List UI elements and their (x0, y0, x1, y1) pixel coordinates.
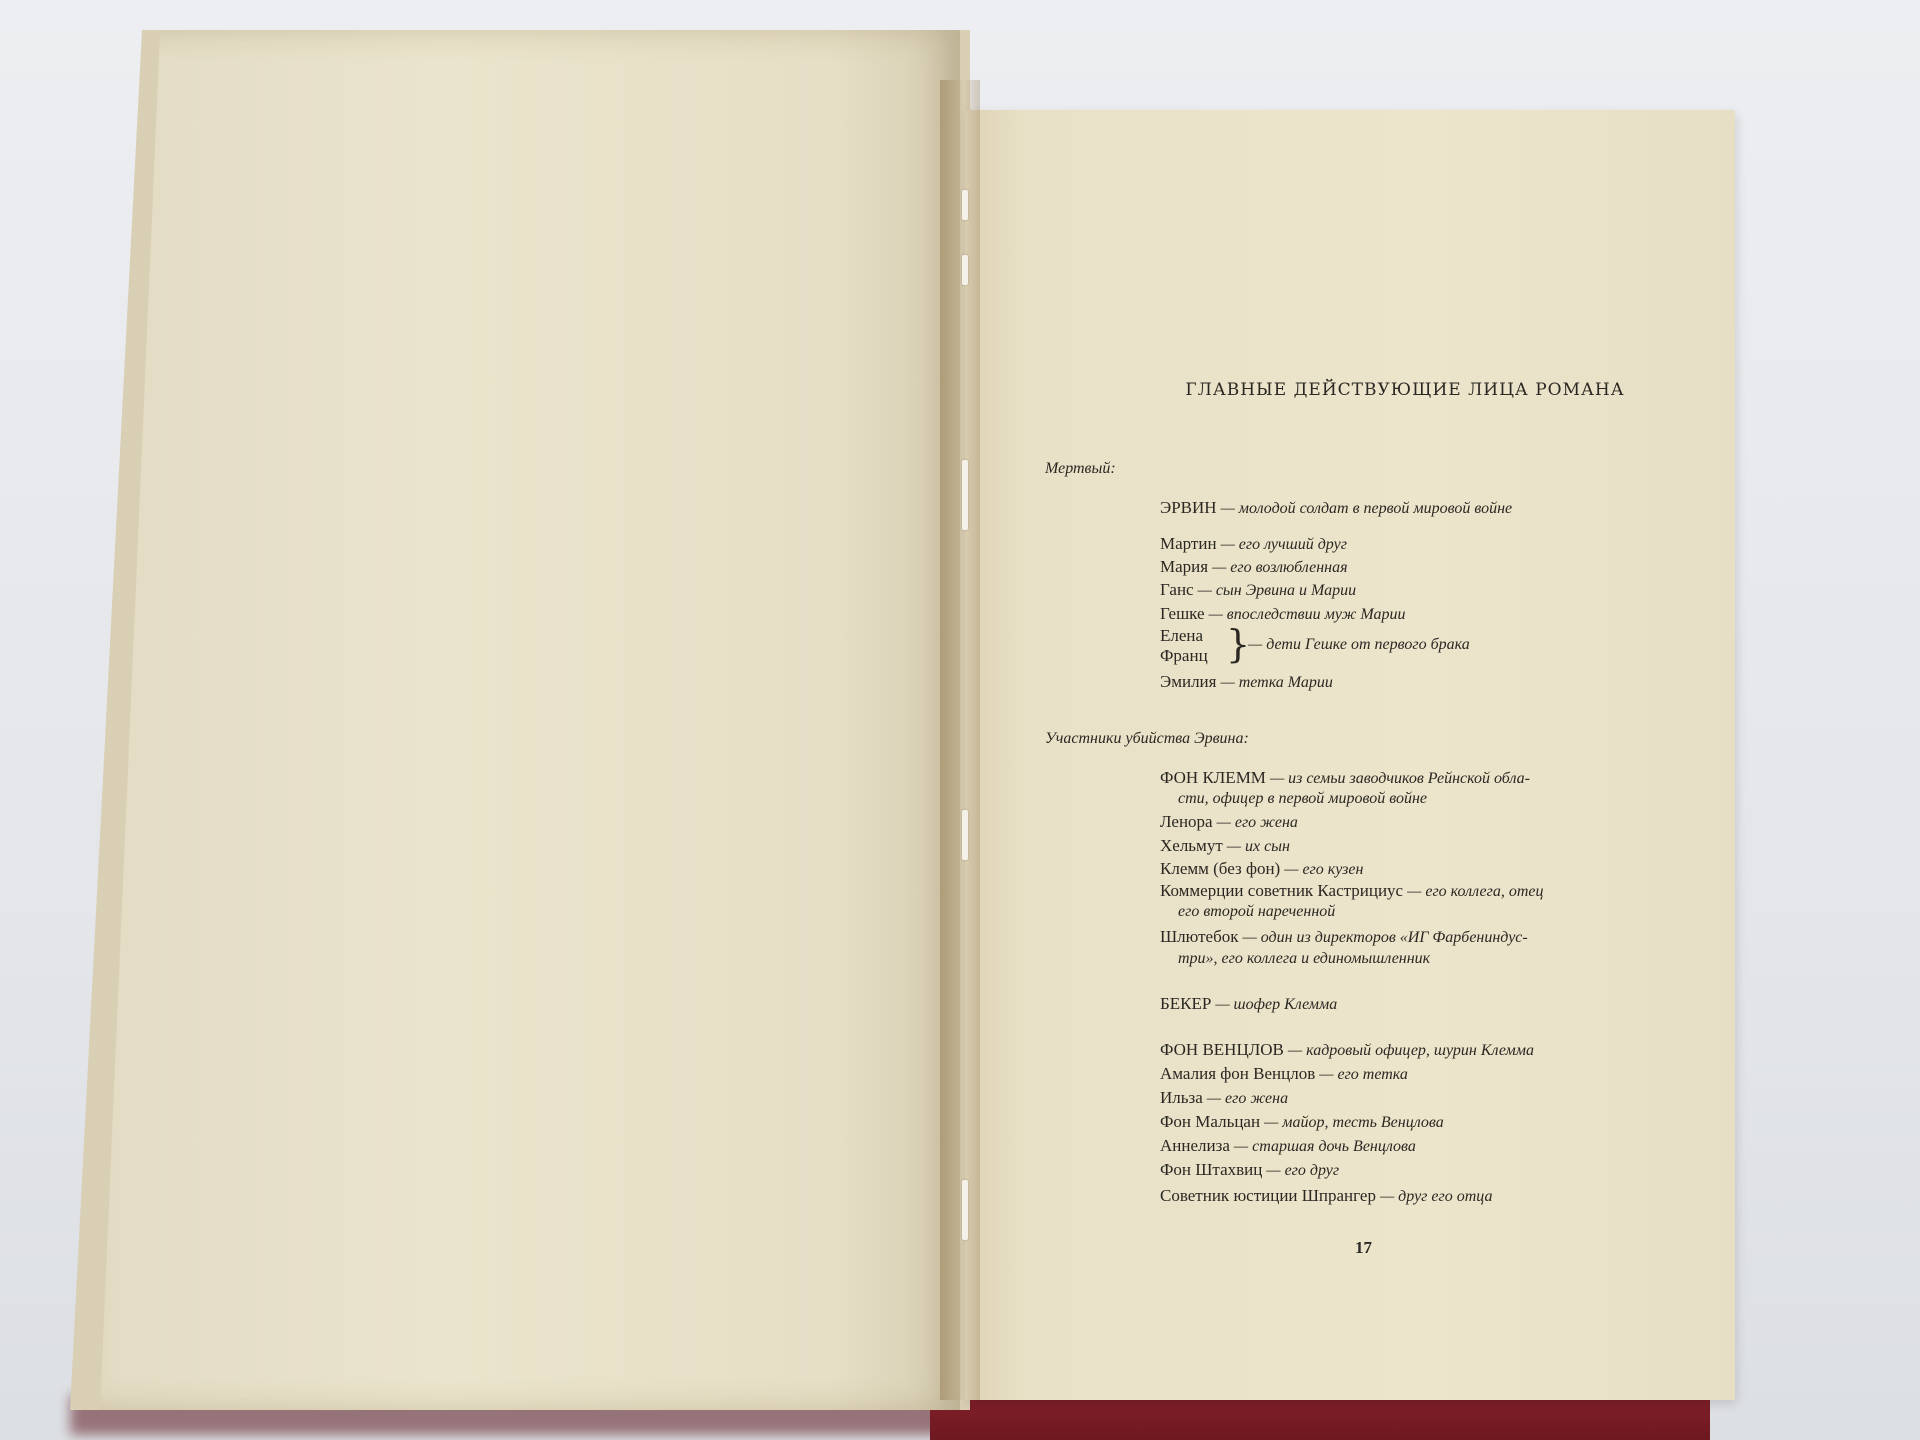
character-geschke (1160, 604, 1406, 624)
left-page (100, 30, 960, 1410)
character-name: Клемм (без фон) (1160, 859, 1281, 878)
children-names (1160, 626, 1208, 666)
character-name: Амалия фон Венцлов (1160, 1064, 1316, 1083)
character-description: — их сын (1222, 838, 1290, 855)
character-martin (1160, 534, 1347, 554)
character-hans (1160, 580, 1356, 600)
children-description: — дети Гешке от первого брака (1248, 636, 1470, 653)
character-name: Эмилия (1160, 672, 1217, 691)
character-description: — шофер Клемма (1211, 996, 1338, 1013)
character-name: Ленора (1160, 812, 1213, 831)
character-description: — майор, тесть Венцлова (1260, 1114, 1444, 1131)
section-label-murder: Участники убийства Эрвина: (1045, 730, 1249, 747)
section-label-dead: Мертвый: (1045, 460, 1116, 477)
character-maria (1160, 557, 1348, 577)
character-description: — его лучший друг (1216, 536, 1347, 553)
character-description: — один из директоров «ИГ Фарбениндус- (1238, 929, 1528, 946)
character-amalia (1160, 1064, 1408, 1084)
character-name: Гешке (1160, 604, 1205, 623)
character-name: Шлютебок (1160, 927, 1239, 946)
character-ilse (1160, 1088, 1288, 1108)
character-name: Фон Мальцан (1160, 1112, 1261, 1131)
character-name: Мартин (1160, 534, 1217, 553)
character-description-continued: его второй нареченной (1178, 903, 1336, 920)
character-name: Советник юстиции Шпрангер (1160, 1186, 1376, 1205)
character-description: — из семьи заводчиков Рейнской обла- (1265, 770, 1530, 787)
character-stachwitz (1160, 1160, 1339, 1180)
character-erwin (1160, 498, 1512, 518)
character-name: Мария (1160, 557, 1209, 576)
character-anneliese (1160, 1136, 1416, 1156)
character-name: ЭРВИН (1160, 498, 1217, 517)
character-description: — его жена (1202, 1090, 1289, 1107)
character-wenzlow (1160, 1040, 1534, 1060)
character-description: — его жена (1212, 814, 1298, 831)
character-name-elena: Елена (1160, 626, 1204, 645)
character-lenora (1160, 812, 1298, 832)
character-description: — его коллега, отец (1403, 883, 1544, 900)
character-description: — старшая дочь Венцлова (1229, 1138, 1416, 1155)
character-description: — молодой солдат в первой мировой войне (1216, 500, 1513, 517)
character-klemm (1160, 768, 1530, 788)
character-description: — впоследствии муж Марии (1204, 606, 1406, 623)
character-schluetebock (1160, 927, 1528, 947)
character-name: ФОН КЛЕММ (1160, 768, 1266, 787)
character-helmut (1160, 836, 1290, 856)
character-emilia (1160, 672, 1333, 692)
page-text (965, 110, 1735, 1400)
character-name-franz: Франц (1160, 646, 1208, 665)
character-description: — друг его отца (1375, 1188, 1493, 1205)
character-name: Коммерции советник Кастрициус (1160, 881, 1404, 900)
character-name: ФОН ВЕНЦЛОВ (1160, 1040, 1284, 1059)
character-description: — его тетка (1315, 1066, 1408, 1083)
character-becker (1160, 994, 1337, 1014)
character-malzan (1160, 1112, 1444, 1132)
character-description-continued: три», его коллега и единомышленник (1178, 950, 1431, 967)
character-klemm-cousin (1160, 859, 1363, 879)
character-kastricius (1160, 881, 1544, 901)
character-description: — кадровый офицер, шурин Клемма (1283, 1042, 1534, 1059)
character-name: Хельмут (1160, 836, 1223, 855)
curly-brace: } (1226, 622, 1251, 666)
character-group-children (1160, 622, 1470, 666)
character-description: — сын Эрвина и Марии (1193, 582, 1357, 599)
character-name: Ганс (1160, 580, 1194, 599)
character-name: Ильза (1160, 1088, 1203, 1107)
character-name: Аннелиза (1160, 1136, 1230, 1155)
character-sprenger (1160, 1186, 1493, 1206)
character-description: — его кузен (1280, 861, 1364, 878)
character-description: — тетка Марии (1216, 674, 1333, 691)
page-title: ГЛАВНЫЕ ДЕЙСТВУЮЩИЕ ЛИЦА РОМАНА (1185, 380, 1625, 400)
character-description-continued: сти, офицер в первой мировой войне (1178, 790, 1428, 807)
character-name: БЕКЕР (1160, 994, 1212, 1013)
page-number: 17 (1355, 1238, 1372, 1257)
character-description: — его возлюбленная (1208, 559, 1348, 576)
character-description: — его друг (1262, 1162, 1340, 1179)
character-name: Фон Штахвиц (1160, 1160, 1263, 1179)
